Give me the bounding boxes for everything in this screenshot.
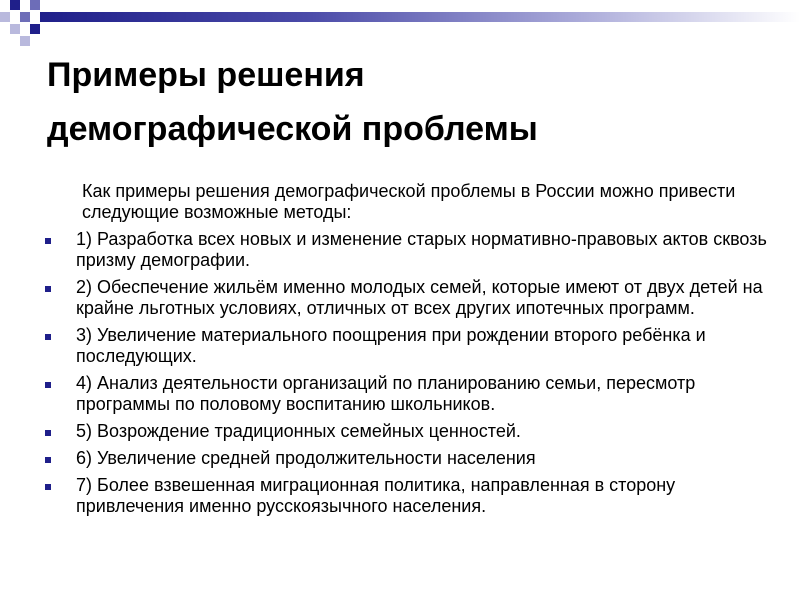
intro-paragraph: Как примеры решения демографической проблемы в России можно привести следующие возможные методы: [82, 181, 736, 222]
decor-square-icon [30, 0, 40, 10]
list-item [40, 475, 770, 517]
list-item [40, 373, 770, 415]
square-bullet-icon [45, 286, 51, 292]
square-bullet-icon [45, 457, 51, 463]
slide-body [40, 181, 770, 523]
list-item-text: 7) Более взвешенная миграционная политика, направленная в сторону привлечения именно русскоязычного населения. [76, 475, 676, 516]
decor-square-icon [30, 24, 40, 34]
list-item-text: 4) Анализ деятельности организаций по планированию семьи, пересмотр программы по половому воспитанию школьников. [76, 373, 696, 414]
decor-square-icon [10, 0, 20, 10]
list-item-text: 6) Увеличение средней продолжительности населения [76, 448, 536, 468]
list-item-text: 5) Возрождение традиционных семейных ценностей. [76, 421, 521, 441]
square-bullet-icon [45, 430, 51, 436]
slide-title-line-2: демографической проблемы [47, 110, 538, 148]
list-item [40, 229, 770, 271]
square-bullet-icon [45, 238, 51, 244]
square-bullet-icon [45, 382, 51, 388]
slide-title-line-1: Примеры решения [47, 56, 365, 94]
list-item [40, 325, 770, 367]
list-item-text: 2) Обеспечение жильём именно молодых семей, которые имеют от двух детей на крайне льготных условиях, отличных от всех других ипотечных программ. [76, 277, 763, 318]
list-item-text: 1) Разработка всех новых и изменение старых нормативно-правовых актов сквозь призму демографии. [76, 229, 767, 270]
methods-list [40, 229, 770, 517]
square-bullet-icon [45, 334, 51, 340]
list-item [40, 277, 770, 319]
decor-square-icon [0, 12, 10, 22]
square-bullet-icon [45, 484, 51, 490]
header-decoration-bar [40, 12, 800, 22]
list-item [40, 421, 770, 442]
decor-square-icon [10, 24, 20, 34]
decor-square-icon [20, 36, 30, 46]
list-item [40, 448, 770, 469]
list-item-text: 3) Увеличение материального поощрения при рождении второго ребёнка и последующих. [76, 325, 706, 366]
decor-square-icon [20, 12, 30, 22]
slide-title [47, 48, 767, 156]
